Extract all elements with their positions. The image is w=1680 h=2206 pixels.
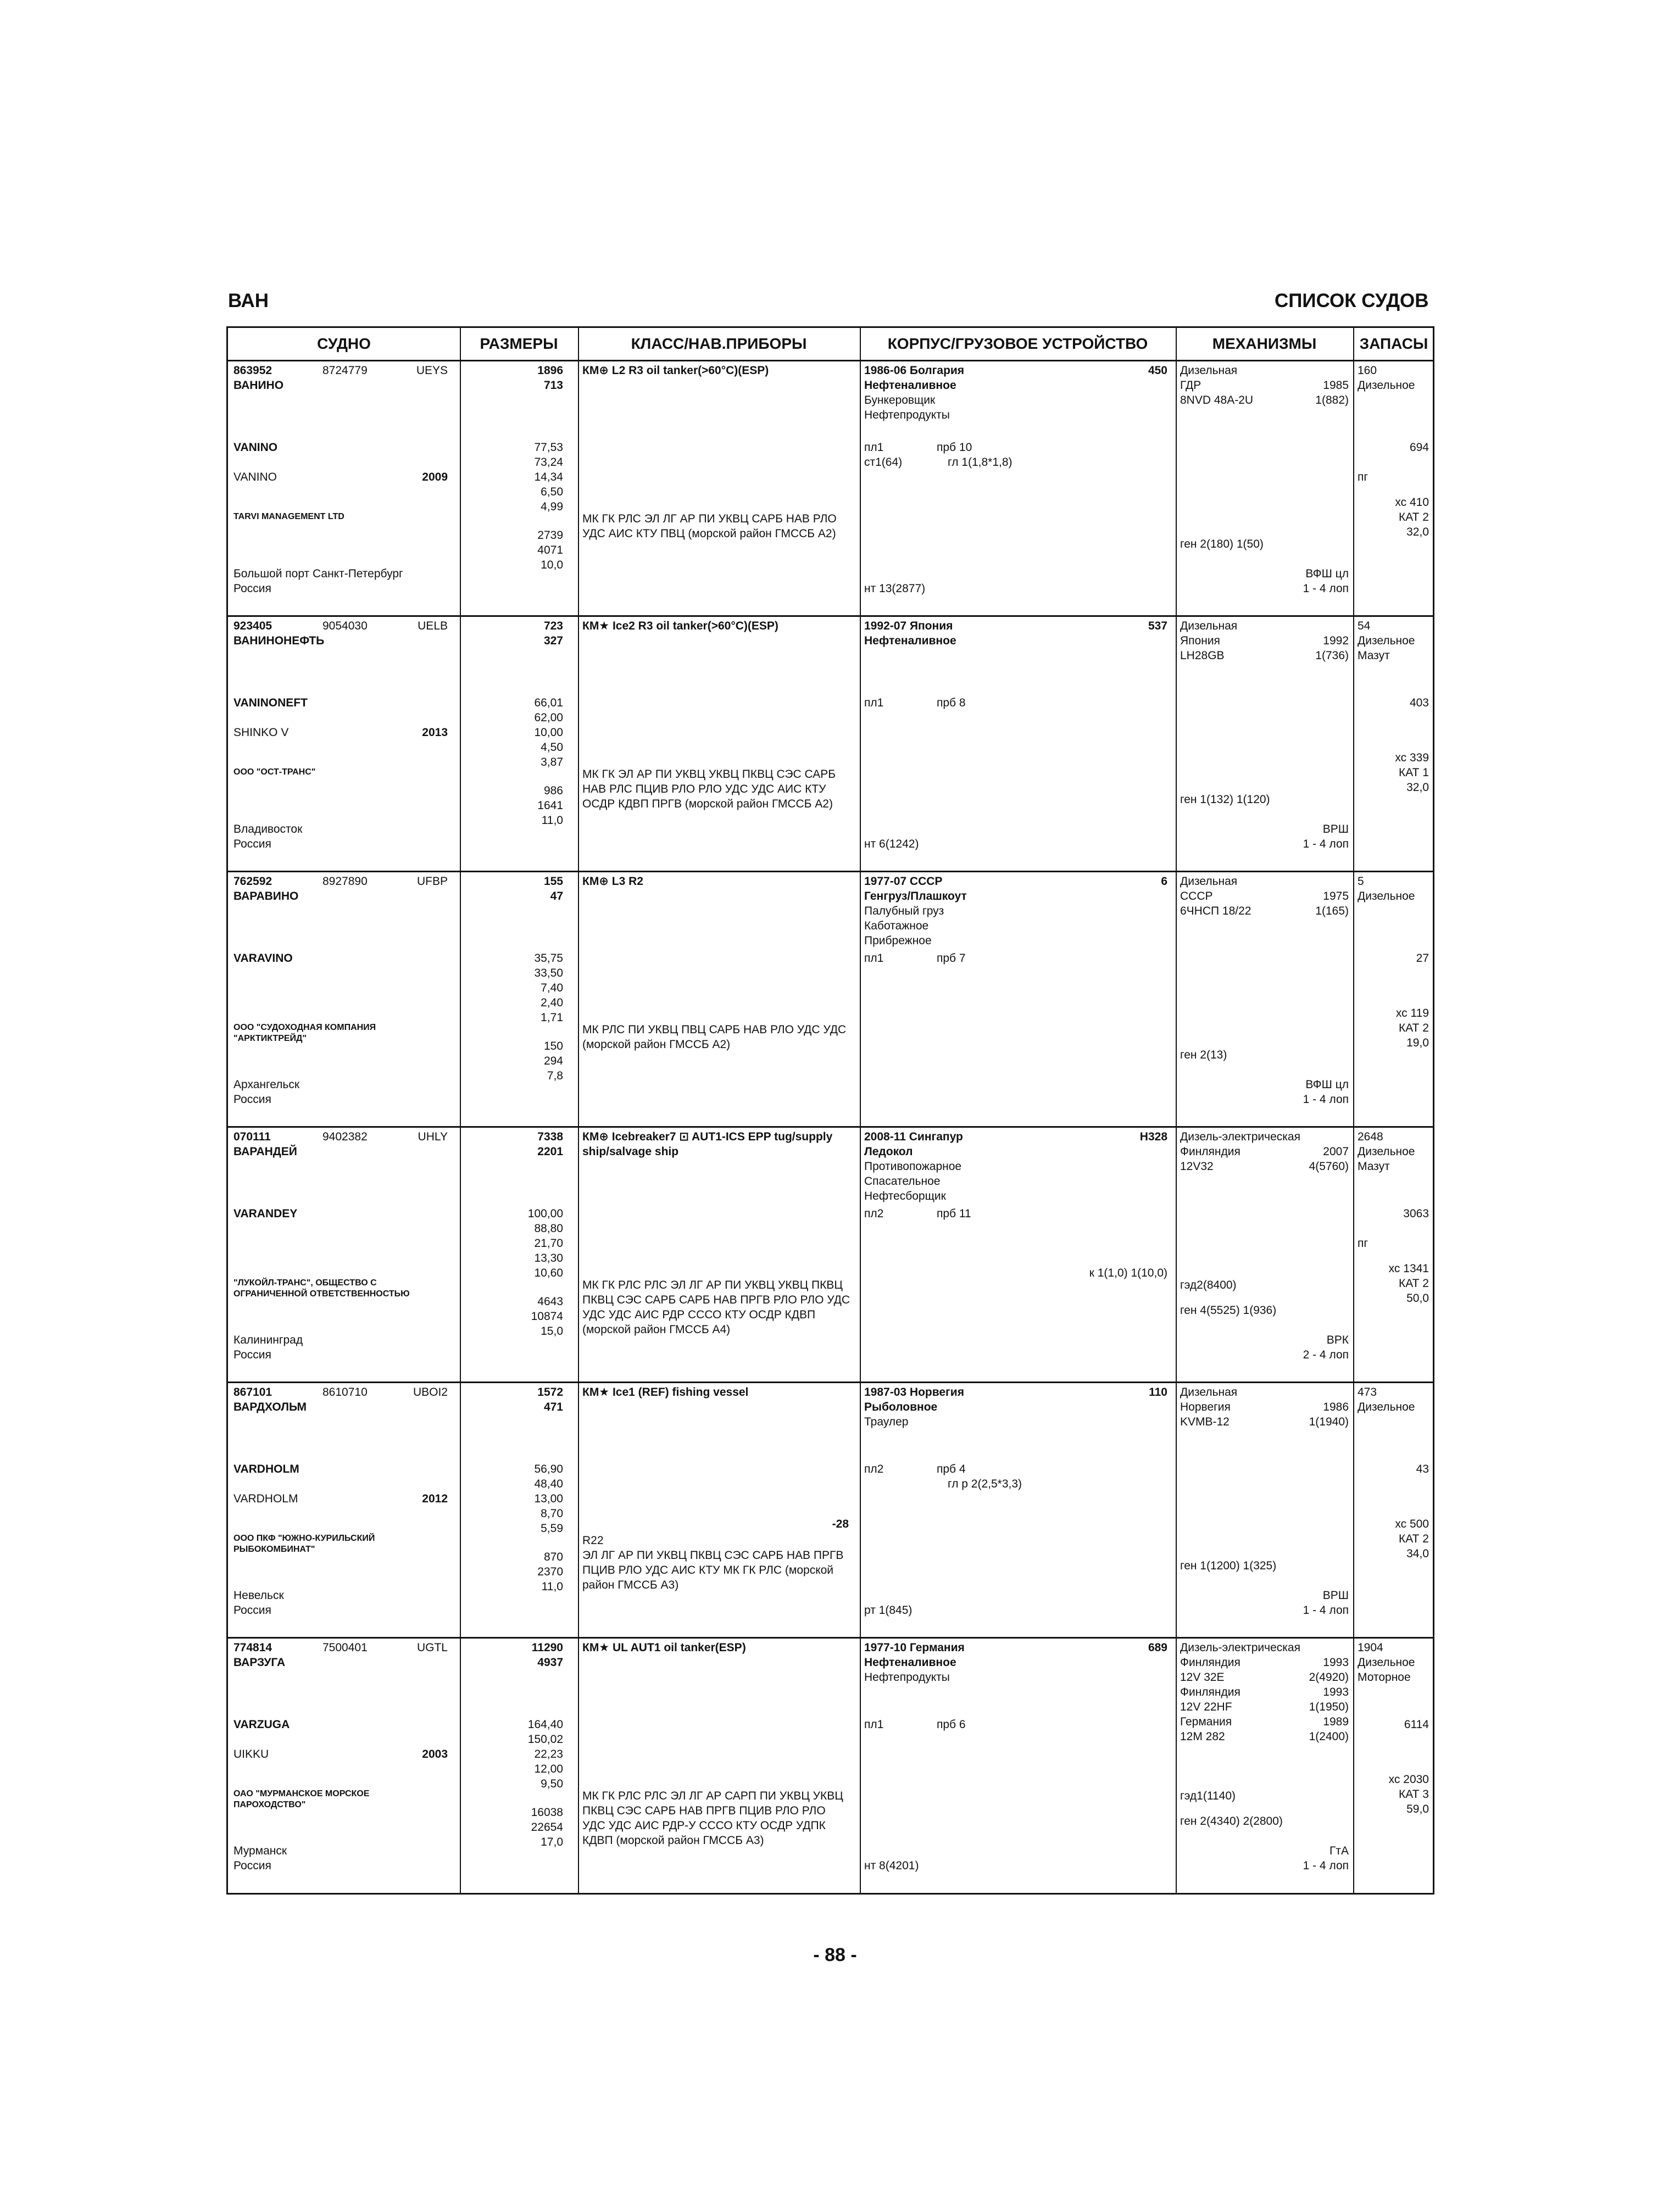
sup-value: 32,0	[1406, 781, 1429, 794]
sup-category: КАТ 1	[1399, 766, 1429, 779]
sup-water: 3063	[1403, 1207, 1429, 1220]
dims-value: 10,00	[534, 726, 563, 739]
hull-type: Ледокол	[864, 1145, 913, 1158]
ship-owner: TARVI MANAGEMENT LTD	[233, 512, 344, 521]
dims-value: 56,90	[534, 1463, 563, 1475]
hull-purpose: Противопожарное	[864, 1160, 962, 1173]
hull-built: 1977-10 Германия	[864, 1641, 965, 1654]
dims-gross: 1572	[537, 1386, 563, 1399]
sup-water: 694	[1409, 441, 1429, 454]
hull-number: 537	[1148, 620, 1167, 632]
dims-value: 11,0	[541, 1580, 563, 1593]
dims-gross: 11290	[531, 1641, 563, 1654]
hull-bulkheads: прб 11	[937, 1207, 971, 1220]
hull-cranes: к 1(1,0) 1(10,0)	[1089, 1267, 1167, 1279]
hull-decks: пл1	[864, 952, 884, 965]
nav-instruments: МК РЛС ПИ УКВЦ ПВЦ САРБ НАВ РЛО УДС УДС (морской район ГМССБ А2)	[582, 1023, 847, 1051]
mech-power: 2(4920)	[1309, 1671, 1349, 1684]
col-divider	[460, 328, 461, 1893]
ship-callsign: UHLY	[418, 1130, 448, 1143]
ship-year: 2012	[422, 1492, 448, 1505]
ship-latin-name: VANINO	[233, 441, 278, 454]
mech-power: 1(882)	[1315, 394, 1349, 406]
ship-reg-number: 923405	[233, 620, 272, 632]
dims-value: 4071	[537, 544, 563, 556]
record-divider	[228, 871, 1433, 872]
dims-value: 14,34	[534, 471, 563, 483]
dims-value: 4643	[537, 1295, 563, 1308]
ship-name: ВАРАНДЕЙ	[233, 1145, 297, 1158]
mech-type: Дизельная	[1180, 364, 1238, 377]
mech-generators: ген 2(4340) 2(2800)	[1180, 1815, 1283, 1828]
dims-value: 150	[543, 1040, 563, 1052]
ship-port: Мурманск	[233, 1845, 287, 1857]
hull-type: Нефтеналивное	[864, 379, 956, 392]
class-notation: КМ⊕ L2 R3 oil tanker(>60°C)(ESP)	[582, 364, 769, 377]
hull-decks: пл1	[864, 1718, 884, 1731]
header-left: ВАН	[228, 290, 269, 311]
record-divider	[228, 1381, 1433, 1383]
ship-former-name: SHINKO V	[233, 726, 289, 739]
sup-fuel-type: Дизельное	[1358, 379, 1415, 392]
ship-port: Владивосток	[233, 823, 303, 835]
hull-purpose: Нефтесборщик	[864, 1190, 946, 1202]
hull-decks: пл2	[864, 1463, 884, 1475]
dims-value: 77,53	[534, 441, 563, 454]
sup-crew: хс 500	[1395, 1518, 1429, 1530]
sup-extra: пг	[1358, 1237, 1369, 1250]
mech-generators: ген 4(5525) 1(936)	[1180, 1304, 1277, 1317]
ship-callsign: UGTL	[416, 1641, 448, 1654]
sup-category: КАТ 2	[1399, 511, 1429, 523]
hull-built: 1992-07 Япония	[864, 620, 953, 632]
mech-electric-motor: гэд2(8400)	[1180, 1279, 1237, 1291]
ship-country: Россия	[233, 1093, 271, 1106]
hull-tanks: нт 8(4201)	[864, 1859, 919, 1872]
ship-reg-number: 070111	[233, 1130, 271, 1143]
ship-latin-name: VARDHOLM	[233, 1463, 299, 1475]
sup-fuel-type: Мазут	[1358, 649, 1390, 662]
sup-value: 50,0	[1406, 1292, 1429, 1305]
ship-year: 2013	[422, 726, 448, 739]
dims-net: 4937	[537, 1656, 563, 1669]
col-header-hull: КОРПУС/ГРУЗОВОЕ УСТРОЙСТВО	[887, 335, 1148, 352]
dims-value: 73,24	[534, 456, 563, 469]
ship-name: ВАРДХОЛЬМ	[233, 1401, 307, 1413]
nav-instruments: МК ГК РЛС РЛС ЭЛ ЛГ АР ПИ УКВЦ УКВЦ ПКВЦ ПКВЦ СЭС САРБ САРБ НАВ ПРГВ РЛО РЛО УДС УДС УДС АИС РДР СССО КТУ ОСДР КДВП (морской район ГМССБ А4)	[582, 1279, 850, 1336]
mech-propeller-blades: 1 - 4 лоп	[1303, 1604, 1349, 1617]
ship-imo: 7500401	[322, 1641, 368, 1654]
hull-hatches: гл 1(1,8*1,8)	[948, 456, 1013, 469]
class-notation: КМ★ UL AUT1 oil tanker(ESP)	[582, 1641, 746, 1654]
sup-crew: хс 1341	[1388, 1262, 1429, 1275]
dims-value: 4,50	[541, 741, 563, 754]
dims-value: 9,50	[541, 1778, 563, 1790]
hull-purpose: Прибрежное	[864, 934, 932, 947]
mech-year: 1989	[1323, 1715, 1349, 1728]
hull-type: Рыболовное	[864, 1401, 938, 1413]
dims-value: 16038	[531, 1806, 563, 1819]
dims-value: 22654	[531, 1821, 563, 1834]
mech-propeller: ГтА	[1329, 1845, 1349, 1857]
hull-built: 1986-06 Болгария	[864, 364, 965, 377]
ship-country: Россия	[233, 582, 271, 595]
mech-country: ГДР	[1180, 379, 1201, 392]
sup-fuel-amount: 2648	[1358, 1130, 1383, 1143]
nav-instruments: МК ГК ЭЛ АР ПИ УКВЦ УКВЦ ПКВЦ СЭС САРБ НАВ РЛС ПЦИВ РЛО РЛО УДС УДС АИС КТУ ОСДР КДВП ПРГВ (морской район ГМССБ А2)	[582, 768, 836, 810]
mech-year: 1993	[1323, 1686, 1349, 1698]
mech-power: 1(165)	[1315, 905, 1349, 917]
col-divider	[860, 328, 861, 1893]
hull-bulkheads: прб 6	[937, 1718, 966, 1731]
ship-latin-name: VARAVINO	[233, 952, 293, 965]
hull-number: 6	[1161, 875, 1167, 888]
sup-fuel-type: Дизельное	[1358, 890, 1415, 903]
ship-latin-name: VARANDEY	[233, 1207, 298, 1220]
sup-category: КАТ 2	[1399, 1533, 1429, 1545]
mech-model: 6ЧНСП 18/22	[1180, 905, 1251, 917]
ship-reg-number: 863952	[233, 364, 272, 377]
hull-purpose: Траулер	[864, 1416, 909, 1428]
record-divider	[228, 1126, 1433, 1128]
dims-gross: 155	[543, 875, 563, 888]
mech-country: Финляндия	[1180, 1686, 1240, 1698]
sup-extra: пг	[1358, 471, 1369, 483]
ship-port: Калининград	[233, 1334, 303, 1346]
dims-value: 2,40	[541, 996, 563, 1009]
dims-net: 2201	[537, 1145, 563, 1158]
dims-value: 3,87	[541, 756, 563, 768]
dims-value: 13,00	[534, 1492, 563, 1505]
ship-name: ВАНИНОНЕФТЬ	[233, 634, 325, 647]
nav-instruments: МК ГК РЛС ЭЛ ЛГ АР ПИ УКВЦ САРБ НАВ РЛО УДС АИС КТУ ПВЦ (морской район ГМССБ А2)	[582, 512, 837, 540]
dims-value: 21,70	[534, 1237, 563, 1250]
nav-instruments: ЭЛ ЛГ АР ПИ УКВЦ ПКВЦ СЭС САРБ НАВ ПРГВ ПЦИВ РЛО УДС АИС КТУ МК ГК РЛС (морской район ГМССБ А3)	[582, 1549, 844, 1591]
dims-net: 327	[543, 634, 563, 647]
mech-propeller-blades: 1 - 4 лоп	[1303, 1859, 1349, 1872]
sup-crew: хс 410	[1395, 496, 1429, 509]
ship-port: Архангельск	[233, 1078, 300, 1091]
hull-type: Нефтеналивное	[864, 634, 956, 647]
dims-gross: 7338	[537, 1130, 563, 1143]
header-divider	[228, 360, 1433, 361]
ship-imo: 8610710	[322, 1386, 368, 1399]
sup-fuel-amount: 1904	[1358, 1641, 1383, 1654]
dims-value: 17,0	[541, 1836, 563, 1848]
ship-name: ВАРЗУГА	[233, 1656, 286, 1669]
mech-propeller-blades: 1 - 4 лоп	[1303, 838, 1349, 850]
dims-value: 22,23	[534, 1748, 563, 1761]
mech-propeller: ВРК	[1326, 1334, 1349, 1346]
sup-water: 6114	[1404, 1718, 1429, 1731]
dims-value: 1,71	[541, 1011, 563, 1024]
ship-former-name: VARDHOLM	[233, 1492, 298, 1505]
hull-tanks: рт 1(845)	[864, 1604, 913, 1617]
dims-value: 48,40	[534, 1478, 563, 1490]
col-divider	[1353, 328, 1354, 1893]
hull-type: Генгруз/Плашкоут	[864, 890, 967, 903]
hull-built: 1987-03 Норвегия	[864, 1386, 964, 1399]
mech-country: Финляндия	[1180, 1656, 1240, 1669]
col-header-ship: СУДНО	[317, 335, 371, 352]
hull-hatches: гл р 2(2,5*3,3)	[948, 1478, 1022, 1490]
sup-fuel-amount: 54	[1358, 620, 1371, 632]
dims-value: 986	[543, 784, 563, 797]
mech-power: 1(1950)	[1309, 1701, 1349, 1713]
dims-value: 2370	[537, 1566, 563, 1578]
sup-crew: хс 119	[1395, 1007, 1429, 1020]
sup-fuel-type: Моторное	[1358, 1671, 1411, 1684]
sup-fuel-type: Дизельное	[1358, 1145, 1415, 1158]
mech-propeller-blades: 1 - 4 лоп	[1303, 582, 1349, 595]
ship-owner: ООО "ОСТ-ТРАНС"	[233, 767, 316, 777]
sup-fuel-type: Дизельное	[1358, 1401, 1415, 1413]
ship-name: ВАРАВИНО	[233, 890, 299, 903]
mech-power: 1(1940)	[1309, 1416, 1349, 1428]
sup-value: 59,0	[1406, 1803, 1429, 1815]
dims-value: 12,00	[534, 1763, 563, 1775]
record-divider	[228, 615, 1433, 617]
ship-reg-number: 774814	[233, 1641, 272, 1654]
dims-value: 88,80	[534, 1222, 563, 1235]
ship-port: Большой порт Санкт-Петербург	[233, 567, 403, 580]
mech-type: Дизельная	[1180, 620, 1238, 632]
mech-year: 1992	[1323, 634, 1349, 647]
class-notation: КМ⊕ L3 R2	[582, 875, 643, 888]
mech-type: Дизель-электрическая	[1180, 1130, 1300, 1143]
ship-reg-number: 867101	[233, 1386, 272, 1399]
sup-category: КАТ 2	[1399, 1277, 1429, 1290]
hull-number: 110	[1149, 1386, 1167, 1399]
hull-tanks: нт 13(2877)	[864, 582, 926, 595]
dims-value: 33,50	[534, 967, 563, 979]
dims-value: 62,00	[534, 711, 563, 724]
hull-purpose: Палубный груз	[864, 905, 944, 917]
dims-value: 2739	[537, 529, 563, 542]
ship-latin-name: VANINONEFT	[233, 697, 308, 709]
dims-value: 10,60	[534, 1267, 563, 1279]
mech-propeller-blades: 1 - 4 лоп	[1303, 1093, 1349, 1106]
ship-callsign: UEYS	[416, 364, 448, 377]
hull-purpose: Каботажное	[864, 920, 929, 932]
ship-year: 2003	[422, 1748, 448, 1761]
dims-value: 11,0	[541, 814, 563, 827]
mech-type: Дизель-электрическая	[1180, 1641, 1300, 1654]
ship-former-name: UIKKU	[233, 1748, 269, 1761]
ship-table	[226, 326, 1434, 1895]
dims-value: 294	[543, 1055, 563, 1067]
col-header-mech: МЕХАНИЗМЫ	[1212, 335, 1317, 352]
ship-callsign: UELB	[418, 620, 448, 632]
mech-generators: ген 1(1200) 1(325)	[1180, 1559, 1277, 1572]
hull-bulkheads: прб 7	[937, 952, 966, 965]
sup-value: 19,0	[1406, 1037, 1429, 1049]
sup-fuel-amount: 473	[1358, 1386, 1377, 1399]
hull-decks: пл2	[864, 1207, 884, 1220]
header-right: СПИСОК СУДОВ	[1275, 290, 1429, 311]
sup-fuel-type: Мазут	[1358, 1160, 1390, 1173]
ship-year: 2009	[422, 471, 448, 483]
col-header-class: КЛАСС/НАВ.ПРИБОРЫ	[631, 335, 807, 352]
mech-year: 1993	[1323, 1656, 1349, 1669]
sup-water: 27	[1416, 952, 1429, 965]
mech-propeller: ВРШ	[1322, 1589, 1349, 1602]
mech-model: 12M 282	[1180, 1730, 1225, 1743]
mech-year: 1985	[1323, 379, 1349, 392]
dims-value: 10,0	[541, 559, 563, 571]
dims-value: 10874	[531, 1310, 563, 1323]
ship-port: Невельск	[233, 1589, 284, 1602]
sup-fuel-amount: 160	[1358, 364, 1377, 377]
dims-net: 471	[543, 1401, 563, 1413]
mech-country: Германия	[1180, 1715, 1232, 1728]
mech-propeller: ВФШ цл	[1305, 567, 1349, 580]
mech-power: 1(736)	[1315, 649, 1349, 662]
dims-gross: 1896	[537, 364, 563, 377]
hull-built: 2008-11 Сингапур	[864, 1130, 963, 1143]
dims-value: 100,00	[527, 1207, 563, 1220]
mech-year: 2007	[1323, 1145, 1349, 1158]
hull-tanks: нт 6(1242)	[864, 838, 919, 850]
hull-number: H328	[1139, 1130, 1167, 1143]
hull-purpose: Нефтепродукты	[864, 1671, 950, 1684]
dims-value: 15,0	[541, 1325, 563, 1338]
ship-country: Россия	[233, 1349, 271, 1361]
ship-country: Россия	[233, 838, 271, 850]
class-extra: -28	[832, 1518, 849, 1530]
dims-value: 35,75	[534, 952, 563, 965]
dims-value: 164,40	[527, 1718, 563, 1731]
col-divider	[1176, 328, 1177, 1893]
hull-purpose: Спасательное	[864, 1175, 941, 1188]
hull-built: 1977-07 СССР	[864, 875, 943, 888]
dims-net: 713	[543, 379, 563, 392]
hull-purpose: Нефтепродукты	[864, 409, 950, 421]
col-header-dims: РАЗМЕРЫ	[480, 335, 558, 352]
ship-imo: 8927890	[322, 875, 368, 888]
ship-former-name: VANINO	[233, 471, 277, 483]
ship-imo: 8724779	[322, 364, 368, 377]
mech-generators: ген 2(180) 1(50)	[1180, 538, 1264, 550]
mech-generators: ген 1(132) 1(120)	[1180, 793, 1270, 806]
sup-category: КАТ 2	[1399, 1022, 1429, 1034]
mech-country: Япония	[1180, 634, 1220, 647]
mech-model: 8NVD 48A-2U	[1180, 394, 1254, 406]
hull-decks: пл1	[864, 441, 884, 454]
sup-value: 34,0	[1406, 1547, 1429, 1560]
ship-owner: ОАО "МУРМАНСКОЕ МОРСКОЕ ПАРОХОДСТВО"	[233, 1789, 370, 1809]
sup-fuel-amount: 5	[1358, 875, 1364, 888]
dims-value: 7,8	[547, 1069, 563, 1082]
mech-model: 12V 22HF	[1180, 1701, 1232, 1713]
ship-callsign: UBOI2	[413, 1386, 448, 1399]
mech-country: Финляндия	[1180, 1145, 1240, 1158]
ship-imo: 9402382	[322, 1130, 368, 1143]
class-notation: КМ⊕ Icebreaker7 ⊡ AUT1-ICS EPP tug/supply ship/salvage ship	[582, 1130, 833, 1158]
ship-owner: ООО "СУДОХОДНАЯ КОМПАНИЯ "АРКТИКТРЕЙД"	[233, 1023, 376, 1043]
ship-country: Россия	[233, 1859, 271, 1872]
dims-value: 66,01	[534, 697, 563, 709]
sup-crew: хс 2030	[1388, 1773, 1429, 1786]
mech-country: Норвегия	[1180, 1401, 1231, 1413]
col-header-supplies: ЗАПАСЫ	[1359, 335, 1428, 352]
mech-model: 12V32	[1180, 1160, 1214, 1173]
hull-bulkheads: прб 10	[937, 441, 972, 454]
sup-value: 32,0	[1406, 526, 1429, 538]
class-notation: КМ★ Ice2 R3 oil tanker(>60°C)(ESP)	[582, 620, 778, 632]
mech-generators: ген 2(13)	[1180, 1049, 1227, 1061]
mech-propeller: ВРШ	[1322, 823, 1349, 835]
ship-owner: ООО ПКФ "ЮЖНО-КУРИЛЬСКИЙ РЫБОКОМБИНАТ"	[233, 1534, 375, 1554]
mech-type: Дизельная	[1180, 1386, 1238, 1399]
mech-type: Дизельная	[1180, 875, 1238, 888]
hull-number: 689	[1148, 1641, 1167, 1654]
hull-decks: пл1	[864, 697, 884, 709]
ship-imo: 9054030	[322, 620, 368, 632]
dims-value: 1641	[537, 799, 563, 812]
mech-country: СССР	[1180, 890, 1213, 903]
ship-callsign: UFBP	[416, 875, 448, 888]
sup-water: 43	[1416, 1463, 1429, 1475]
page-number: - 88 -	[813, 1945, 857, 1965]
mech-electric-motor: гэд1(1140)	[1180, 1790, 1236, 1802]
mech-power: 4(5760)	[1309, 1160, 1349, 1173]
mech-model: 12V 32E	[1180, 1671, 1225, 1684]
hull-purpose: Бункеровщик	[864, 394, 936, 406]
hull-number: 450	[1148, 364, 1167, 377]
sup-category: КАТ 3	[1399, 1788, 1429, 1801]
col-divider	[578, 328, 579, 1893]
mech-year: 1975	[1323, 890, 1349, 903]
mech-model: KVMB-12	[1180, 1416, 1230, 1428]
ship-latin-name: VARZUGA	[233, 1718, 290, 1731]
hull-bulkheads: прб 4	[937, 1463, 966, 1475]
ship-reg-number: 762592	[233, 875, 272, 888]
mech-year: 1986	[1323, 1401, 1349, 1413]
dims-net: 47	[550, 890, 563, 903]
dims-value: 150,02	[527, 1733, 563, 1746]
dims-value: 13,30	[534, 1252, 563, 1264]
dims-value: 870	[543, 1551, 563, 1563]
dims-value: 4,99	[541, 500, 563, 513]
class-notation: КМ★ Ice1 (REF) fishing vessel	[582, 1386, 749, 1399]
mech-model: LH28GB	[1180, 649, 1225, 662]
dims-value: 6,50	[541, 486, 563, 498]
mech-propeller: ВФШ цл	[1305, 1078, 1349, 1091]
sup-fuel-type: Дизельное	[1358, 634, 1415, 647]
ship-country: Россия	[233, 1604, 271, 1617]
sup-crew: хс 339	[1395, 751, 1429, 764]
sup-fuel-type: Дизельное	[1358, 1656, 1415, 1669]
dims-gross: 723	[543, 620, 563, 632]
dims-value: 5,59	[541, 1522, 563, 1535]
mech-propeller-blades: 2 - 4 лоп	[1303, 1349, 1349, 1361]
ship-name: ВАНИНО	[233, 379, 284, 392]
dims-value: 7,40	[541, 982, 563, 994]
hull-type: Нефтеналивное	[864, 1656, 956, 1669]
sup-water: 403	[1409, 697, 1429, 709]
nav-instruments: МК ГК РЛС РЛС ЭЛ ЛГ АР САРП ПИ УКВЦ УКВЦ ПКВЦ СЭС САРБ НАВ ПРГВ ПЦИВ РЛО РЛО УДС УДС АИС РДР-У СССО КТУ ОСДР УДПК КДВП (морской район ГМССБ А3)	[582, 1790, 843, 1847]
mech-power: 1(2400)	[1309, 1730, 1349, 1743]
dims-value: 8,70	[541, 1507, 563, 1520]
nav-r22: R22	[582, 1534, 604, 1547]
hull-bulkheads: прб 8	[937, 697, 966, 709]
record-divider	[228, 1637, 1433, 1639]
ship-owner: "ЛУКОЙЛ-ТРАНС", ОБЩЕСТВО С ОГРАНИЧЕННОЙ ОТВЕТСТВЕННОСТЬЮ	[233, 1278, 410, 1299]
hull-holds: ст1(64)	[864, 456, 903, 469]
